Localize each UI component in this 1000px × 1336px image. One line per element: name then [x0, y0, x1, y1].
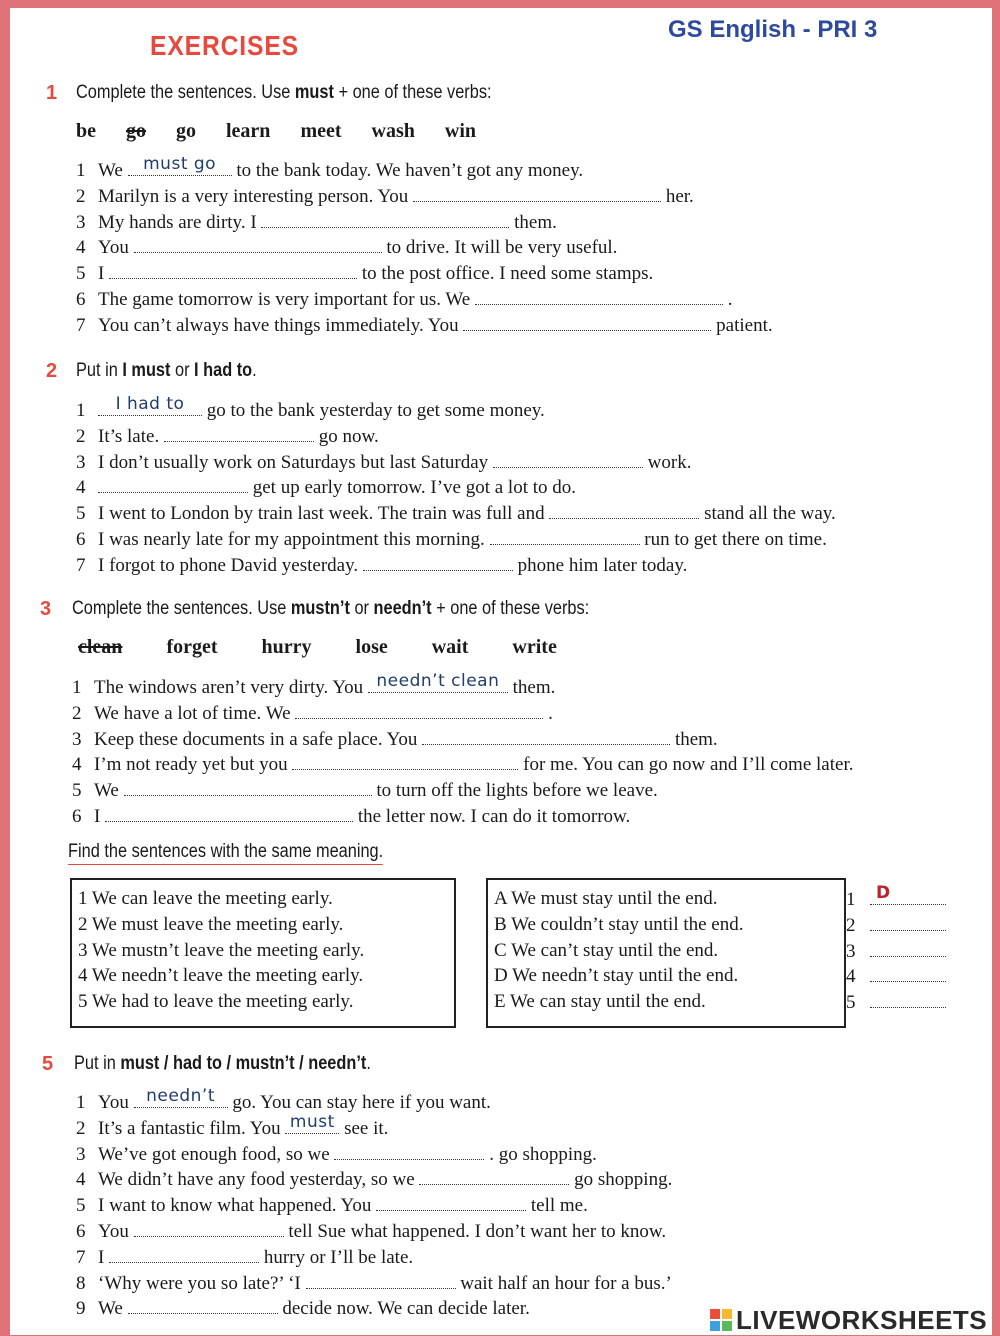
- answer-blank[interactable]: [413, 185, 661, 202]
- sentence-line: [76, 288, 732, 311]
- brand-label: GS English - PRI 3: [668, 16, 878, 43]
- verb: be: [76, 120, 96, 142]
- sentence-end: decide now. We can decide later.: [277, 1298, 530, 1320]
- line-number: 3: [72, 728, 82, 750]
- line-number: 7: [76, 314, 86, 336]
- line-number: 2: [76, 425, 86, 447]
- meaning-sentence-right: C We can’t stay until the end.: [494, 939, 719, 961]
- line-number: 6: [76, 1221, 86, 1242]
- sentence-end: to drive. It will be very useful.: [381, 237, 618, 259]
- verb: clean: [78, 636, 123, 658]
- line-number: 4: [72, 754, 82, 776]
- meaning-sentence-right: E We can stay until the end.: [494, 991, 706, 1013]
- verb: hurry: [261, 636, 312, 658]
- exercise-1-instruction: Complete the sentences. Use must + one of these verbs:: [76, 82, 492, 103]
- match-number: 2: [846, 914, 856, 936]
- match-number: 1: [846, 889, 856, 910]
- verb: learn: [226, 120, 271, 142]
- sentence-end: them.: [670, 728, 718, 750]
- sentence-line: [76, 211, 557, 234]
- sentence-end: see it.: [339, 1117, 389, 1139]
- line-number: 2: [72, 702, 82, 724]
- answer-blank[interactable]: [134, 1086, 228, 1108]
- sentence-line: [76, 554, 687, 577]
- sentence-start: It’s a fantastic film. You: [98, 1117, 286, 1139]
- meaning-sentence-right: A We must stay until the end.: [494, 888, 718, 909]
- answer-blank[interactable]: [128, 1297, 278, 1314]
- sentence-start: You can’t always have things immediately. You: [98, 314, 464, 336]
- sentence-end: them.: [507, 677, 556, 698]
- line-number: 3: [76, 211, 86, 233]
- handwritten-answer: needn’t clean: [376, 671, 500, 691]
- sentence-end: wait half an hour for a bus.’: [455, 1272, 672, 1294]
- verb: go: [126, 120, 146, 142]
- verb: meet: [300, 120, 342, 142]
- exercise-3-instruction: Complete the sentences. Use mustn’t or needn’t + one of these verbs:: [72, 598, 590, 619]
- sentence-end: tell Sue what happened. I don’t want her to know.: [283, 1221, 667, 1242]
- answer-blank[interactable]: [109, 262, 357, 279]
- sentence-end: patient.: [711, 314, 773, 336]
- answer-blank[interactable]: [490, 528, 640, 545]
- sentence-line: [76, 1086, 491, 1114]
- sentence-end: to turn off the lights before we leave.: [371, 780, 658, 802]
- answer-blank[interactable]: [98, 476, 248, 493]
- sentence-end: go now.: [313, 425, 379, 447]
- exercise-5-instruction: Put in must / had to / mustn’t / needn’t.: [74, 1053, 371, 1074]
- handwritten-answer: D: [876, 883, 891, 903]
- sentence-start: I don’t usually work on Saturdays but last Saturday: [98, 451, 493, 473]
- answer-blank[interactable]: [124, 779, 372, 796]
- liveworksheets-logo: LIVEWORKSHEETS: [710, 1305, 987, 1336]
- sentence-line: [76, 1272, 672, 1295]
- match-blank[interactable]: [870, 883, 946, 905]
- sentence-start: Keep these documents in a safe place. You: [94, 728, 423, 750]
- sentence-line: [76, 1297, 530, 1320]
- answer-blank[interactable]: [463, 314, 711, 331]
- sentence-end: to the post office. I need some stamps.: [357, 263, 654, 285]
- answer-blank[interactable]: [422, 728, 670, 745]
- sentence-start: We: [98, 160, 128, 181]
- match-blank[interactable]: [870, 965, 946, 982]
- line-number: 5: [76, 503, 86, 525]
- sentence-start: The game tomorrow is very important for us. We: [98, 289, 475, 310]
- line-number: 8: [76, 1272, 86, 1294]
- sentence-line: [76, 1143, 597, 1166]
- page-title: EXERCISES: [150, 30, 299, 61]
- sentence-end: go shopping.: [569, 1169, 673, 1191]
- answer-blank[interactable]: [295, 702, 543, 719]
- match-blank[interactable]: [870, 940, 946, 957]
- match-answer-row: [846, 914, 946, 937]
- match-blank[interactable]: [870, 914, 946, 931]
- sentence-start: We didn’t have any food yesterday, so we: [98, 1169, 420, 1191]
- verb: win: [444, 120, 476, 142]
- sentence-start: I want to know what happened. You: [98, 1195, 377, 1217]
- sentence-end: hurry or I’ll be late.: [259, 1246, 414, 1268]
- handwritten-answer: needn’t: [146, 1086, 215, 1106]
- sentence-start: My hands are dirty. I: [98, 211, 262, 233]
- sentence-line: [72, 779, 658, 802]
- sentence-line: [76, 528, 827, 551]
- sentence-line: [76, 451, 691, 474]
- sentence-line: [76, 1168, 672, 1191]
- sentence-line: [76, 262, 653, 285]
- sentence-start: You: [98, 237, 134, 259]
- answer-blank[interactable]: [134, 236, 382, 253]
- match-answer-row: [846, 940, 946, 963]
- line-number: 6: [76, 289, 86, 310]
- meaning-sentence-left: 3 We mustn’t leave the meeting early.: [78, 939, 365, 961]
- answer-blank[interactable]: [98, 394, 202, 416]
- sentence-end: run to get there on time.: [639, 529, 827, 550]
- answer-blank[interactable]: [285, 1111, 339, 1134]
- answer-blank[interactable]: [363, 554, 513, 571]
- sentence-end: tell me.: [526, 1195, 588, 1217]
- sentence-line: [76, 1220, 666, 1243]
- sentence-start: You: [98, 1092, 134, 1113]
- sentence-start: We: [94, 780, 124, 802]
- sentence-line: [76, 1246, 413, 1269]
- line-number: 4: [76, 237, 86, 259]
- match-number: 5: [846, 992, 856, 1014]
- sentence-line: [72, 753, 853, 776]
- line-number: 1: [72, 677, 82, 698]
- sentence-end: . go shopping.: [484, 1143, 597, 1165]
- sentence-start: I’m not ready yet but you: [94, 754, 293, 776]
- sentence-end: her.: [661, 185, 694, 207]
- sentence-line: [72, 671, 556, 699]
- sentence-start: I: [98, 1246, 110, 1268]
- meaning-sentence-left: 4 We needn’t leave the meeting early.: [78, 965, 364, 987]
- match-answer-row: [846, 883, 946, 911]
- line-number: 5: [76, 263, 86, 285]
- sentence-start: ‘Why were you so late?’ ‘I: [98, 1272, 306, 1294]
- verb: forget: [166, 636, 218, 658]
- line-number: 2: [76, 185, 86, 207]
- match-number: 3: [846, 940, 856, 962]
- sentence-end: go. You can stay here if you want.: [227, 1092, 491, 1113]
- line-number: 1: [76, 160, 86, 181]
- verb: write: [512, 636, 557, 658]
- sentence-line: [72, 728, 718, 751]
- line-number: 2: [76, 1117, 86, 1139]
- match-blank[interactable]: [870, 991, 946, 1008]
- sentence-start: Marilyn is a very interesting person. You: [98, 185, 414, 207]
- sentence-start: You: [98, 1221, 134, 1242]
- meaning-sentence-left: 5 We had to leave the meeting early.: [78, 991, 354, 1013]
- sentence-start: It’s late.: [98, 425, 164, 447]
- answer-blank[interactable]: [306, 1272, 456, 1289]
- sentence-line: [76, 1194, 588, 1217]
- verb: go: [176, 120, 196, 142]
- verb: wash: [371, 120, 415, 142]
- answer-blank[interactable]: [292, 753, 518, 770]
- worksheet-page: [10, 8, 992, 1335]
- sentence-line: [76, 1111, 389, 1140]
- sentence-end: the letter now. I can do it tomorrow.: [353, 806, 631, 827]
- meaning-sentence-right: D We needn’t stay until the end.: [494, 965, 739, 987]
- line-number: 1: [76, 400, 86, 421]
- meaning-sentence-left: 1 We can leave the meeting early.: [78, 888, 333, 909]
- sentence-line: [76, 476, 576, 499]
- line-number: 7: [76, 1246, 86, 1268]
- handwritten-answer: must go: [143, 154, 217, 174]
- line-number: 3: [76, 451, 86, 473]
- exercise-3-number: 3: [40, 598, 52, 620]
- sentence-end: .: [722, 289, 733, 310]
- sentence-line: [72, 805, 630, 828]
- line-number: 9: [76, 1298, 86, 1320]
- answer-blank[interactable]: [475, 288, 723, 305]
- sentence-line: [76, 236, 617, 259]
- exercise-5-number: 5: [42, 1053, 54, 1075]
- answer-blank[interactable]: [493, 451, 643, 468]
- line-number: 4: [76, 477, 86, 499]
- exercise-4-heading: Find the sentences with the same meaning.: [68, 841, 383, 865]
- line-number: 7: [76, 554, 86, 576]
- answer-blank[interactable]: [419, 1168, 569, 1185]
- handwritten-answer: must: [289, 1111, 335, 1132]
- sentence-start: We have a lot of time. We: [94, 702, 296, 724]
- answer-blank[interactable]: [128, 154, 232, 176]
- line-number: 1: [76, 1092, 86, 1113]
- exercise-1-verb-list: [76, 120, 506, 143]
- verb: lose: [355, 636, 388, 658]
- answer-blank[interactable]: [334, 1143, 484, 1160]
- sentence-end: get up early tomorrow. I’ve got a lot to do.: [248, 477, 577, 499]
- sentence-start: We’ve got enough food, so we: [98, 1143, 335, 1165]
- sentence-end: stand all the way.: [699, 503, 836, 525]
- sentence-line: [76, 502, 836, 525]
- meaning-sentence-left: 2 We must leave the meeting early.: [78, 913, 344, 935]
- sentence-line: [76, 394, 545, 422]
- match-answer-row: [846, 965, 946, 988]
- sentence-start: I: [98, 263, 110, 285]
- sentence-start: I went to London by train last week. The train was full and: [98, 503, 550, 525]
- answer-blank[interactable]: [368, 671, 508, 693]
- exercise-1-number: 1: [46, 82, 58, 104]
- answer-blank[interactable]: [376, 1194, 526, 1211]
- sentence-end: for me. You can go now and I’ll come later.: [518, 754, 854, 776]
- sentence-start: I was nearly late for my appointment this morning.: [98, 529, 490, 550]
- handwritten-answer: I had to: [115, 394, 185, 414]
- line-number: 5: [76, 1195, 86, 1217]
- sentence-end: phone him later today.: [512, 554, 688, 576]
- sentence-end: .: [543, 702, 553, 724]
- line-number: 6: [76, 529, 86, 550]
- answer-blank[interactable]: [109, 1246, 259, 1263]
- match-number: 4: [846, 966, 856, 988]
- answer-blank[interactable]: [134, 1220, 284, 1237]
- line-number: 6: [72, 806, 82, 827]
- line-number: 3: [76, 1143, 86, 1165]
- match-answer-row: [846, 991, 946, 1014]
- answer-blank[interactable]: [261, 211, 509, 228]
- meaning-sentence-right: B We couldn’t stay until the end.: [494, 913, 744, 935]
- sentence-line: [76, 425, 379, 448]
- answer-blank[interactable]: [549, 502, 699, 519]
- sentence-start: I forgot to phone David yesterday.: [98, 554, 363, 576]
- sentence-start: I: [94, 806, 106, 827]
- sentence-end: go to the bank yesterday to get some money.: [202, 400, 545, 421]
- liveworksheets-icon: [710, 1309, 732, 1331]
- sentence-end: to the bank today. We haven’t got any money.: [231, 160, 584, 181]
- sentence-line: [76, 314, 773, 337]
- verb: wait: [431, 636, 469, 658]
- sentence-line: [76, 154, 584, 182]
- line-number: 5: [72, 780, 82, 802]
- sentence-line: [72, 702, 553, 725]
- sentence-start: The windows aren’t very dirty. You: [94, 677, 368, 698]
- sentence-start: We: [98, 1298, 128, 1320]
- exercise-3-verb-list: [78, 636, 587, 659]
- sentence-line: [76, 185, 694, 208]
- exercise-2-number: 2: [46, 360, 58, 382]
- sentence-end: work.: [642, 451, 692, 473]
- exercise-2-instruction: Put in I must or I had to.: [76, 360, 257, 381]
- line-number: 4: [76, 1169, 86, 1191]
- answer-blank[interactable]: [164, 425, 314, 442]
- sentence-end: them.: [509, 211, 557, 233]
- answer-blank[interactable]: [105, 805, 353, 822]
